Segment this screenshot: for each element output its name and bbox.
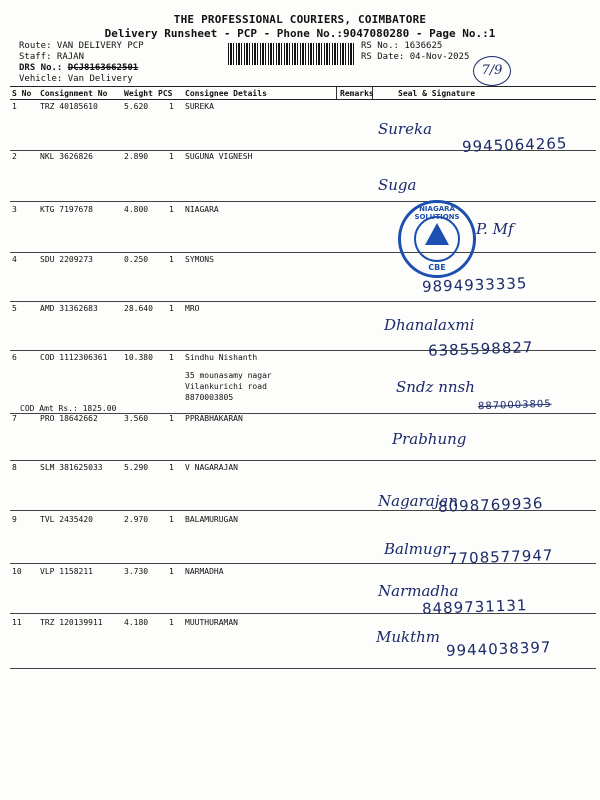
remarks-divider: [336, 87, 337, 99]
staff-label: Staff: RAJAN: [19, 52, 85, 62]
row-pcs: 1: [169, 618, 174, 627]
row-handwritten-phone: 6385598827: [427, 338, 534, 360]
row-sno: 7: [12, 414, 17, 423]
row-signature: Balmugr: [384, 540, 450, 558]
row-signature: Narmadha: [378, 582, 459, 600]
row-signature: Sndz nnsh: [396, 378, 475, 396]
row-consignee-name: Sindhu Nishanth: [185, 353, 258, 362]
row6-address-line-1: 35 mounasamy nagar: [185, 371, 272, 380]
row-handwritten-phone: 9894933335: [421, 274, 528, 296]
row-signature: Suga: [378, 176, 417, 194]
row-consignee-name: SUGUNA VIGNESH: [185, 152, 253, 161]
company-title: THE PROFESSIONAL COURIERS, COIMBATORE: [173, 13, 427, 26]
row-pcs: 1: [169, 102, 174, 111]
row-pcs: 1: [169, 255, 174, 264]
row-weight: 4.800: [124, 205, 149, 214]
barcode: [228, 43, 356, 65]
row-pcs: 1: [169, 205, 174, 214]
cod-amount: COD Amt Rs.: 1825.00: [20, 404, 117, 413]
row-pcs: 1: [169, 463, 174, 472]
row-consignment-no: KTG 7197678: [40, 205, 93, 214]
row-signature: Mukthm: [376, 628, 441, 646]
table-row: [10, 668, 596, 669]
row-sno: 10: [12, 567, 22, 576]
row-consignment-no: NKL 3626826: [40, 152, 93, 161]
col-pcs: PCS: [158, 89, 173, 98]
row-sno: 3: [12, 205, 17, 214]
col-consignee: Consignee Details: [185, 89, 267, 98]
row-consignee-name: V NAGARAJAN: [185, 463, 238, 472]
row-consignee-name: MRO: [185, 304, 200, 313]
col-sno: S No: [12, 89, 32, 98]
row-handwritten-phone: 8489731131: [421, 596, 528, 618]
drs-number: [19, 63, 138, 73]
rs-number: RS No.: 1636625: [361, 41, 443, 51]
row-consignment-no: TVL 2435420: [40, 515, 93, 524]
col-remarks: Remarks: [340, 89, 374, 98]
row-handwritten-phone: 9944038397: [445, 638, 552, 660]
row-consignment-no: TRZ 120139911: [40, 618, 103, 627]
row-consignment-no: VLP 1158211: [40, 567, 93, 576]
row-sno: 9: [12, 515, 17, 524]
row-pcs: 1: [169, 353, 174, 362]
runsheet-subtitle: Delivery Runsheet - PCP - Phone No.:9047080280 - Page No.:1: [104, 27, 496, 40]
drs-value: DCJ8163662501: [67, 63, 139, 73]
row6-address-line-2: Vilankurichi road: [185, 382, 267, 391]
row-weight: 2.890: [124, 152, 149, 161]
row-pcs: 1: [169, 567, 174, 576]
row-handwritten-phone: 8098769936: [437, 494, 544, 516]
row-weight: 5.290: [124, 463, 149, 472]
row-consignment-no: AMD 31362683: [40, 304, 98, 313]
col-weight: Weight: [124, 89, 153, 98]
table-row: [10, 301, 596, 302]
row-sno: 4: [12, 255, 17, 264]
row-sno: 11: [12, 618, 22, 627]
handwritten-page-note: 7/9: [473, 56, 511, 86]
table-row: [10, 460, 596, 461]
header-top-rule: [10, 86, 596, 87]
row-consignment-no: SLM 381625033: [40, 463, 103, 472]
row-pcs: 1: [169, 152, 174, 161]
row-consignee-name: SYMONS: [185, 255, 214, 264]
row-consignment-no: SDU 2209273: [40, 255, 93, 264]
route-label: Route: VAN DELIVERY PCP: [19, 41, 144, 51]
row-weight: 0.250: [124, 255, 149, 264]
row-weight: 3.730: [124, 567, 149, 576]
row-signature: P. Mf: [476, 220, 514, 238]
row-handwritten-phone: 7708577947: [447, 546, 554, 568]
stamp-triangle-icon: [425, 223, 449, 245]
row-signature: Sureka: [378, 120, 433, 138]
row-consignment-no: COD 1112306361: [40, 353, 108, 362]
row-consignment-no: PRO 18642662: [40, 414, 98, 423]
row-sno: 2: [12, 152, 17, 161]
row-weight: 2.970: [124, 515, 149, 524]
table-row: [10, 201, 596, 202]
row-consignee-name: BALAMURUGAN: [185, 515, 238, 524]
drs-label: DRS No.:: [19, 63, 63, 73]
row-consignee-name: NIAGARA: [185, 205, 219, 214]
row-handwritten-phone: 9945064265: [461, 134, 568, 156]
row-pcs: 1: [169, 304, 174, 313]
col-seal: Seal & Signature: [398, 89, 476, 98]
row-signature: Dhanalaxmi: [384, 316, 475, 334]
table-row: [10, 252, 596, 253]
row-consignee-name: PPRABHAKARAN: [185, 414, 243, 423]
row-weight: 28.640: [124, 304, 153, 313]
row-weight: 10.380: [124, 353, 153, 362]
row-consignee-name: SUREKA: [185, 102, 214, 111]
company-seal-stamp: [398, 200, 476, 278]
header-bottom-rule: [10, 99, 596, 100]
row-signature: Nagarajan: [378, 492, 458, 510]
row-weight: 3.560: [124, 414, 149, 423]
row-consignee-name: NARMADHA: [185, 567, 224, 576]
row-pcs: 1: [169, 414, 174, 423]
row-sno: 8: [12, 463, 17, 472]
row-consignee-name: MUUTHURAMAN: [185, 618, 238, 627]
row-pcs: 1: [169, 515, 174, 524]
row-sno: 6: [12, 353, 17, 362]
row-sno: 5: [12, 304, 17, 313]
stamp-top-text: NIAGARA SOLUTIONS: [414, 205, 460, 221]
row-signature: Prabhung: [392, 430, 467, 448]
row-consignment-no: TRZ 40185610: [40, 102, 98, 111]
row6-phone-scribble: 8870003805: [477, 398, 552, 413]
vehicle-label: Vehicle: Van Delivery: [19, 74, 133, 84]
rs-date: RS Date: 04-Nov-2025: [361, 52, 470, 62]
row6-address-line-3: 8870003805: [185, 393, 234, 402]
row-sno: 1: [12, 102, 17, 111]
row-weight: 4.180: [124, 618, 149, 627]
stamp-bottom-text: CBE: [428, 263, 446, 272]
row-weight: 5.620: [124, 102, 149, 111]
col-consignment: Consignment No: [40, 89, 108, 98]
